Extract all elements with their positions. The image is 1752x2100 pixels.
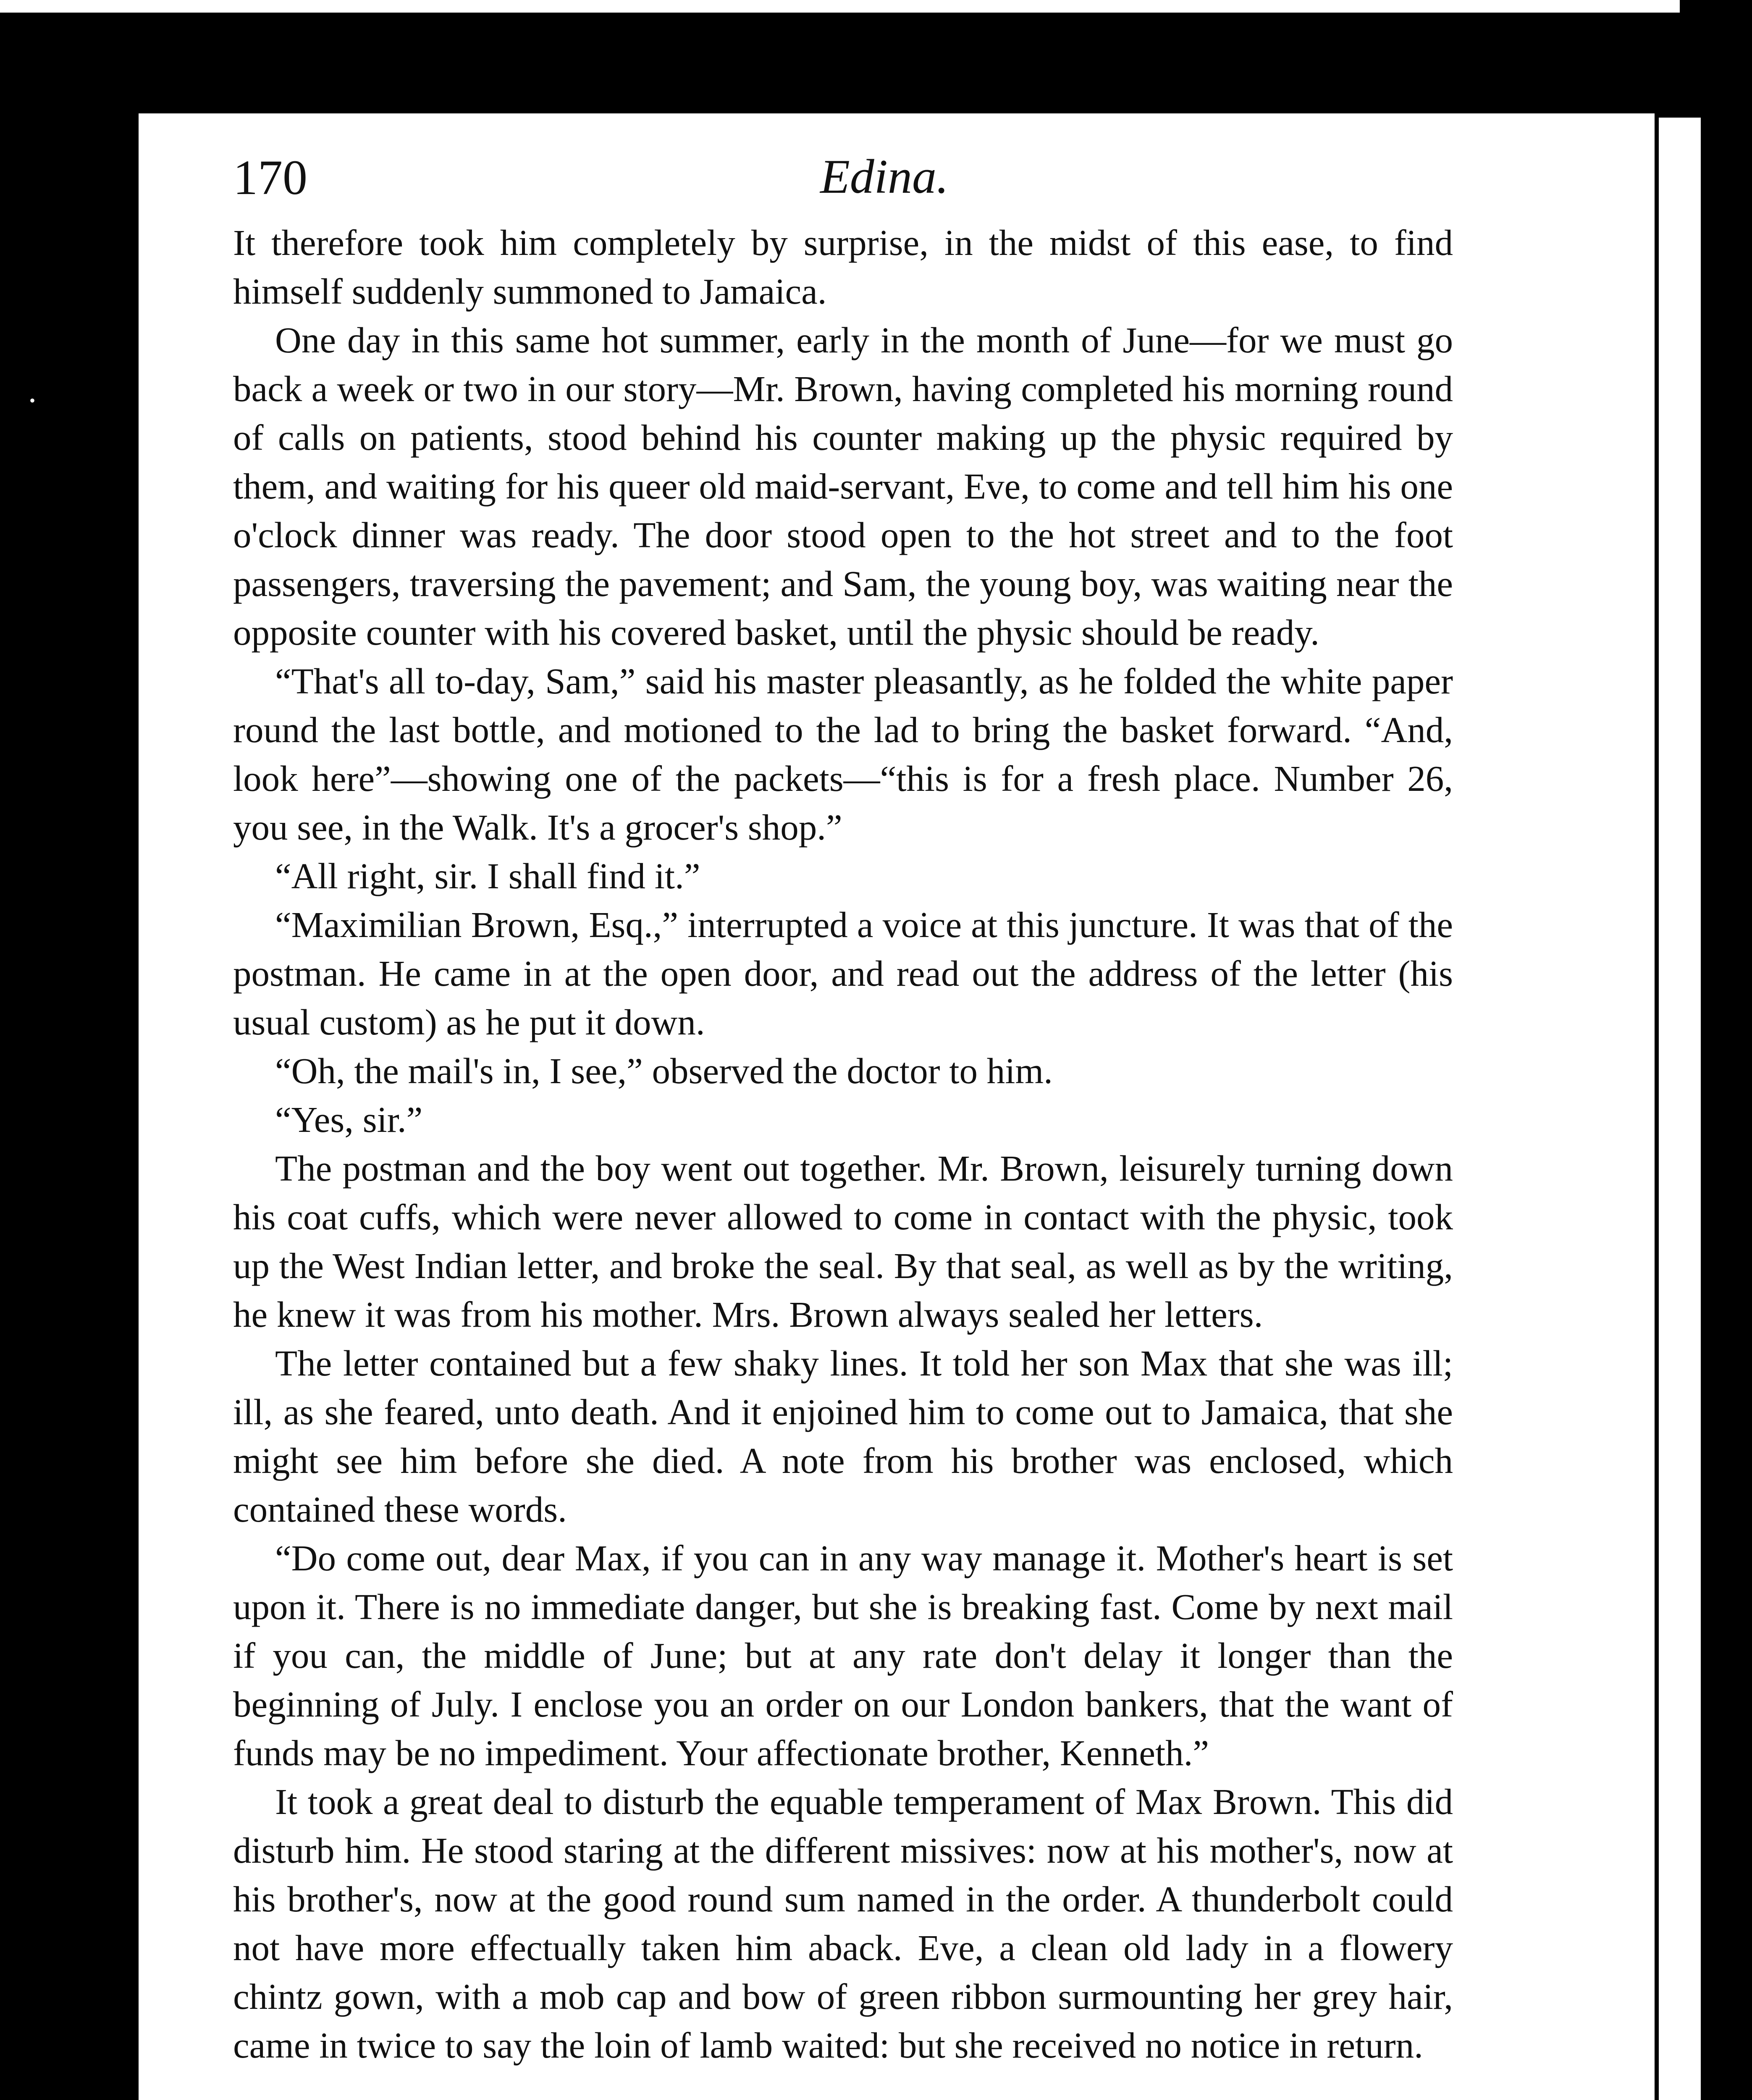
paragraph: It took a great deal to disturb the equable temperament of Max Brown. This did disturb him. He stood staring at the different missives: now at his mother's, now at his brother's, now at the good round sum named in the order. A thunderbolt could not have more effectually taken him aback. Eve, a clean old lady in a flowery chintz gown, with a mob cap and bow of green ribbon surmounting her grey hair, came in twice to say the loin of lamb waited: but she received no notice in return. [233, 1781, 1453, 2066]
paragraph: The postman and the boy went out together. Mr. Brown, leisurely turning down his coat cuffs, which were never allowed to come in contact with the physic, took up the West Indian letter, and broke the seal. By that seal, as well as by the writing, he knew it was from his mother. Mrs. Brown always sealed her letters. [233, 1148, 1453, 1335]
paragraph: “All right, sir. I shall find it.” [275, 856, 700, 896]
previous-page-edge [0, 0, 1680, 13]
paragraph: The letter contained but a few shaky lines. It told her son Max that she was ill; ill, as she feared, unto death. And it enjoined him to come out to Jamaica, that she might see him before she died. A note from his brother was enclosed, which contained these words. [233, 1343, 1453, 1530]
body-text [233, 218, 1453, 2070]
paragraph: One day in this same hot summer, early in the month of June—for we must go back a week or two in our story—Mr. Brown, having completed his morning round of calls on patients, stood behind his counter making up the physic required by them, and waiting for his queer old maid-servant, Eve, to come and tell him his one o'clock dinner was ready. The door stood open to the hot street and to the foot passengers, traversing the pavement; and Sam, the young boy, was waiting near the opposite counter with his covered basket, until the physic should be ready. [233, 320, 1453, 653]
next-page-edge [1659, 118, 1701, 2100]
paragraph: “Do come out, dear Max, if you can in any way manage it. Mother's heart is set upon it. There is no immediate danger, but she is breaking fast. Come by next mail if you can, the middle of June; but at any rate don't delay it longer than the beginning of July. I enclose you an order on our London bankers, that the want of funds may be no impediment. Your affectionate brother, Kenneth.” [233, 1538, 1453, 1773]
page-number: 170 [233, 150, 307, 205]
paragraph: “Oh, the mail's in, I see,” observed the doctor to him. [275, 1050, 1053, 1091]
running-head [0, 149, 1752, 212]
paragraph: “That's all to-day, Sam,” said his master pleasantly, as he folded the white paper round the last bottle, and motioned to the lad to bring the basket forward. “And, look here”—showing one of the packets—“this is for a fresh place. Number 26, you see, in the Walk. It's a grocer's shop.” [233, 661, 1453, 848]
book-title: Edina. [820, 150, 949, 204]
paragraph: It therefore took him completely by surprise, in the midst of this ease, to find himself suddenly summoned to Jamaica. [233, 222, 1453, 312]
paragraph: “Yes, sir.” [275, 1099, 423, 1140]
scan-speck: • [29, 391, 36, 410]
paragraph: “Maximilian Brown, Esq.,” interrupted a voice at this juncture. It was that of the postman. He came in at the open door, and read out the address of the letter (his usual custom) as he put it down. [233, 904, 1453, 1042]
